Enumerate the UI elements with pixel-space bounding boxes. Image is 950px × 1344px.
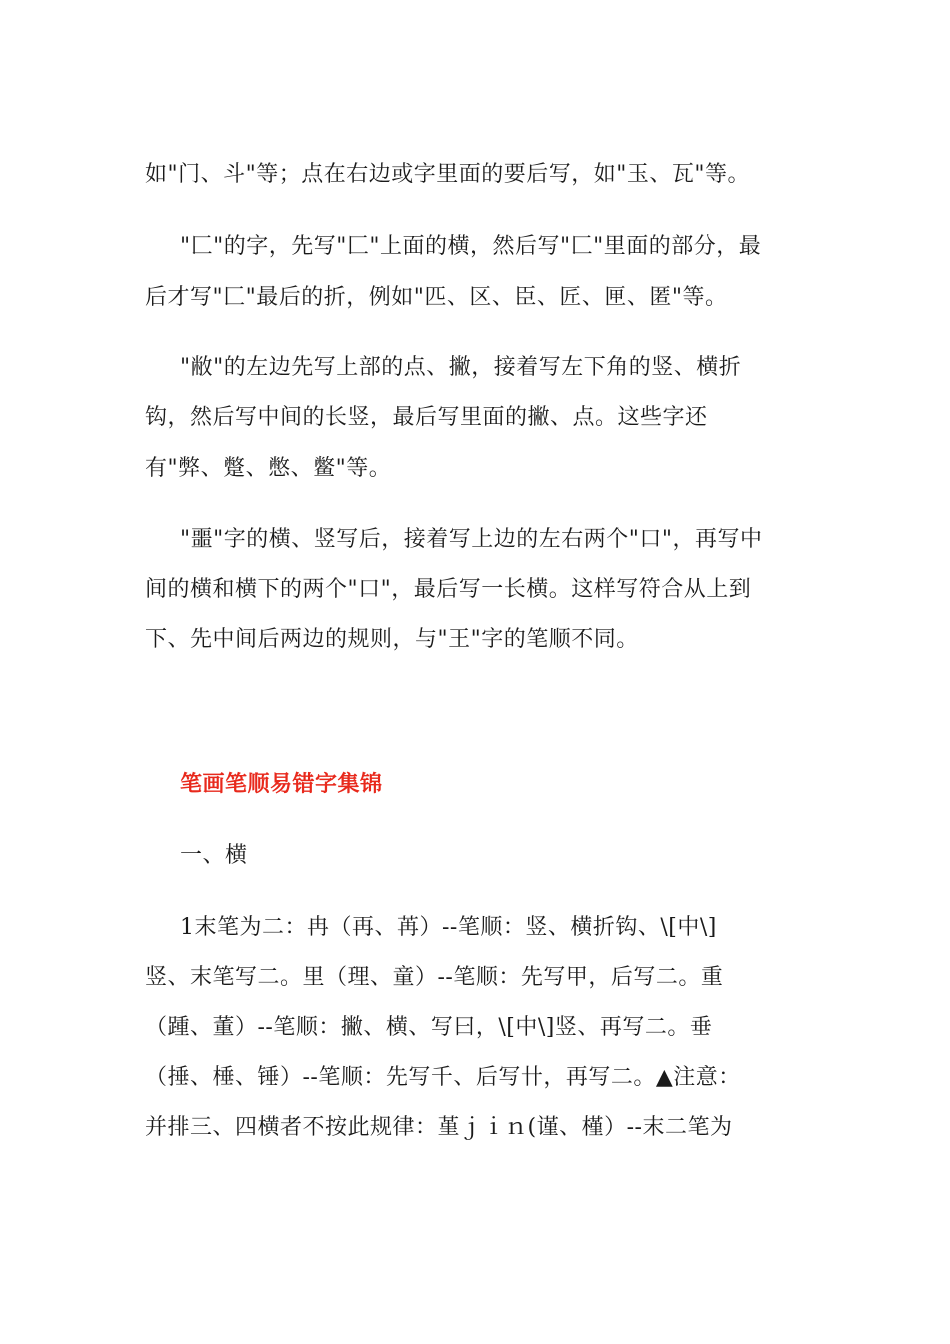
paragraph-3-line-2: 钩，然后写中间的长竖，最后写里面的撇、点。这些字还 (145, 405, 708, 430)
paragraph-5-line-1: 1末笔为二：冉（再、苒）--笔顺：竖、横折钩、\[中\] (180, 915, 717, 940)
paragraph-5-line-5: 并排三、四横者不按此规律：堇ｊｉｎ(谨、槿）--末二笔为 (145, 1115, 733, 1140)
paragraph-5-line-4: （捶、棰、锤）--笔顺：先写千、后写卄，再写二。▲注意： (145, 1065, 741, 1090)
paragraph-3-line-3: 有"弊、蹩、憋、鳖"等。 (145, 456, 392, 481)
paragraph-3-line-1: "敝"的左边先写上部的点、撇，接着写左下角的竖、横折 (180, 355, 742, 380)
section-heading: 笔画笔顺易错字集锦 (180, 771, 383, 797)
paragraph-2-line-1: "匚"的字，先写"匚"上面的横，然后写"匚"里面的部分，最 (180, 234, 762, 259)
paragraph-5-line-3: （踵、董）--笔顺：撇、横、写曰，\[中\]竖、再写二。垂 (145, 1015, 713, 1040)
subheading: 一、横 (180, 843, 248, 868)
paragraph-4-line-2: 间的横和横下的两个"口"，最后写一长横。这样写符合从上到 (145, 577, 752, 602)
paragraph-4-line-1: "噩"字的横、竖写后，接着写上边的左右两个"口"，再写中 (180, 527, 763, 552)
paragraph-1-line-1: 如"门、斗"等；点在右边或字里面的要后写，如"玉、瓦"等。 (145, 162, 750, 187)
paragraph-5-line-2: 竖、末笔写二。里（理、童）--笔顺：先写甲，后写二。重 (145, 965, 724, 990)
paragraph-4-line-3: 下、先中间后两边的规则，与"王"字的笔顺不同。 (145, 627, 639, 652)
paragraph-2-line-2: 后才写"匚"最后的折，例如"匹、区、臣、匠、匣、匿"等。 (145, 285, 728, 310)
